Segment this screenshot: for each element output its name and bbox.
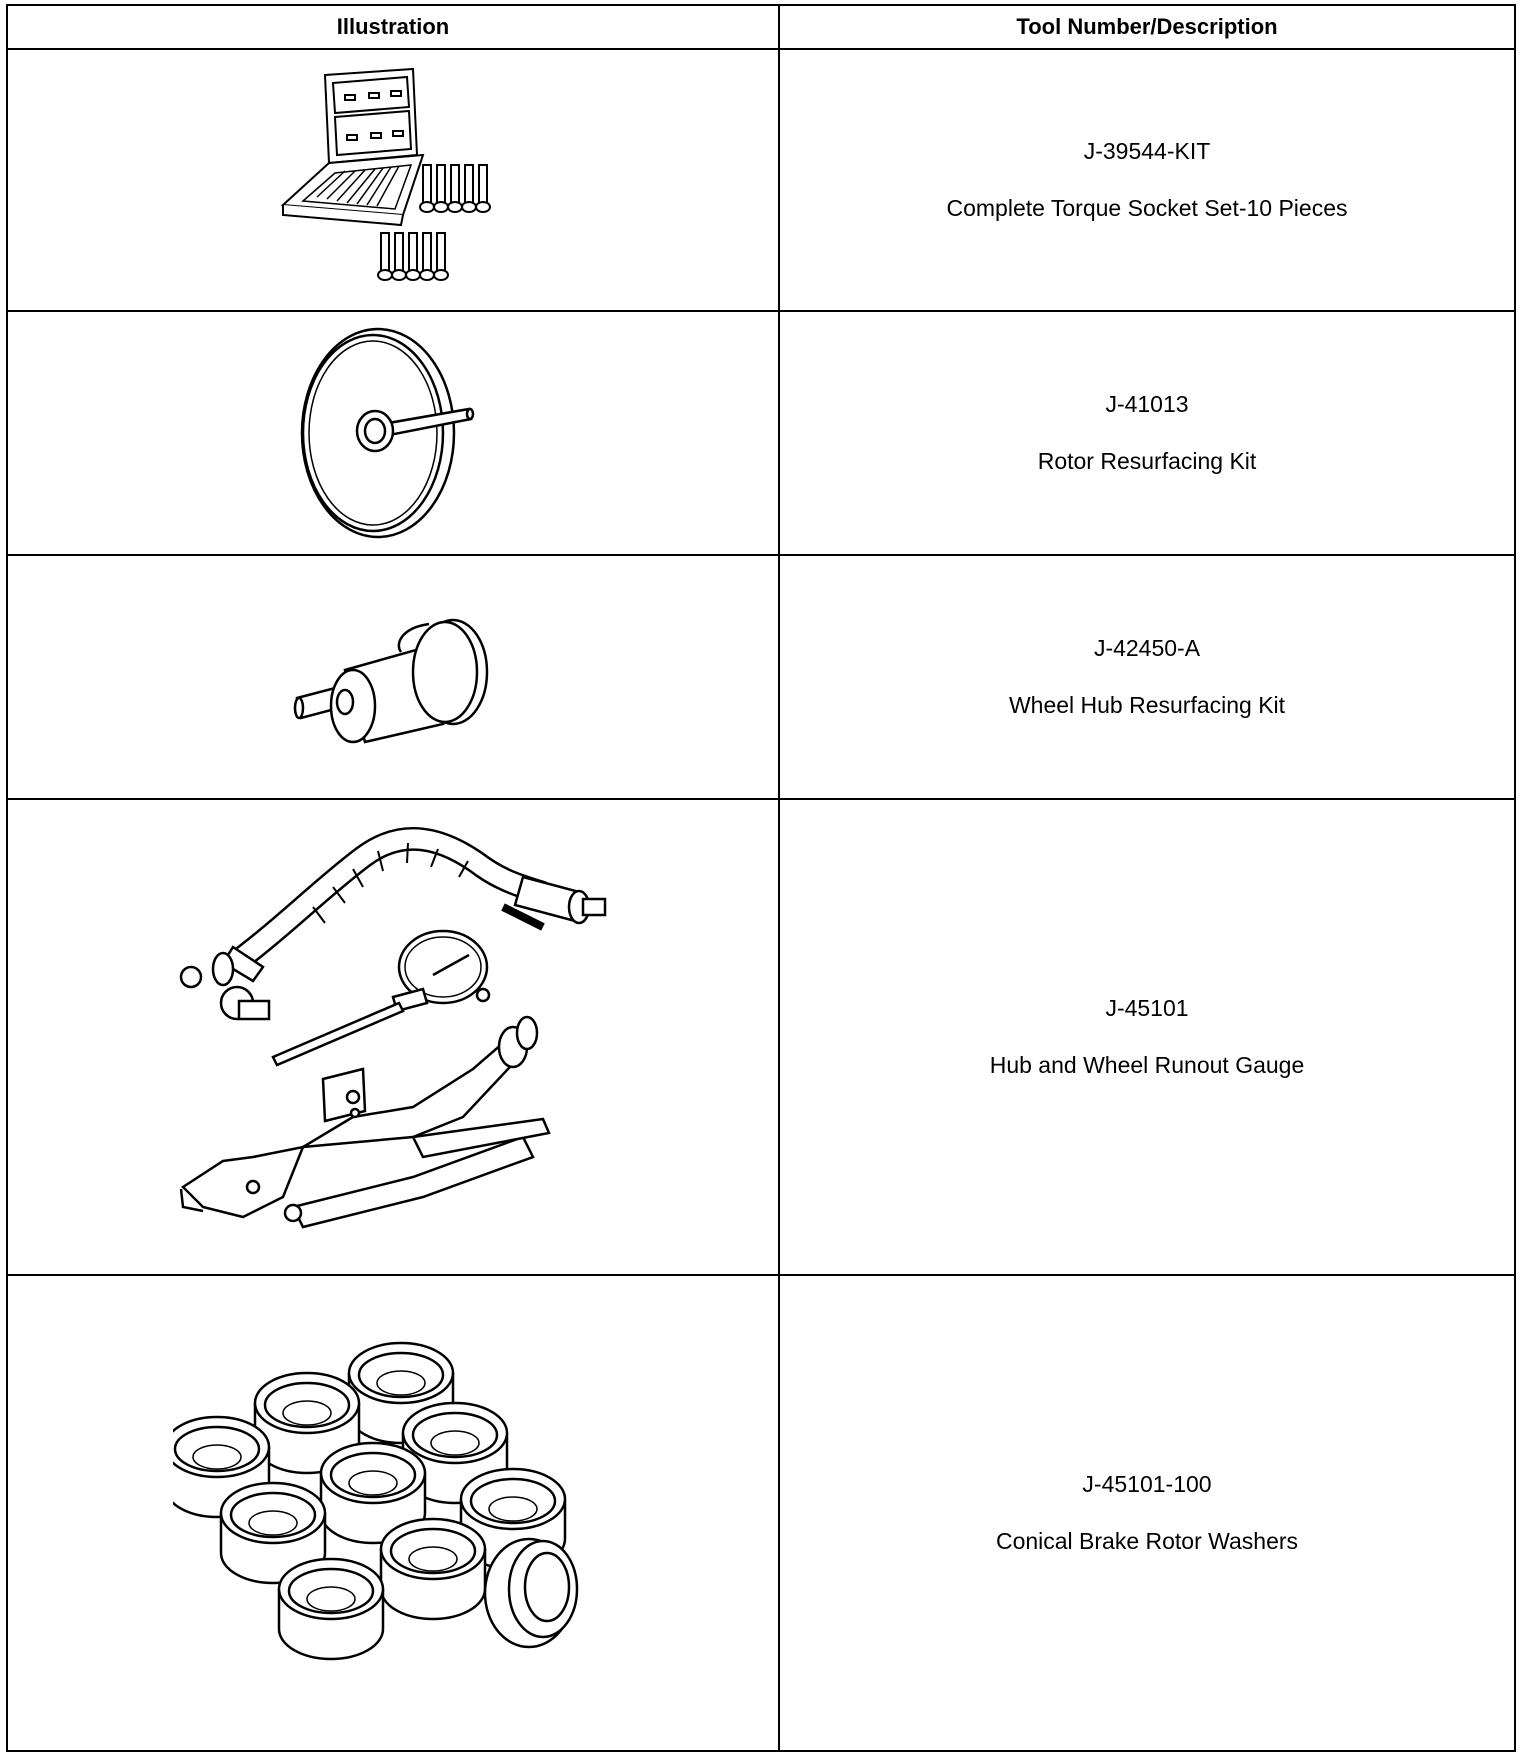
tool-description: Hub and Wheel Runout Gauge [989, 1052, 1305, 1078]
table-row [7, 799, 1515, 1275]
description-cell [779, 49, 1515, 311]
description-cell [779, 311, 1515, 555]
conical-washers-icon [173, 1333, 613, 1693]
tool-number: J-39544-KIT [1083, 138, 1211, 164]
table-row [7, 1275, 1515, 1751]
illustration-cell [7, 49, 779, 311]
illustration-cell [7, 311, 779, 555]
tool-number: J-45101-100 [1082, 1471, 1212, 1497]
header-tool-description: Tool Number/Description [779, 5, 1515, 49]
table-row [7, 311, 1515, 555]
header-illustration: Illustration [7, 5, 779, 49]
illustration-cell [7, 555, 779, 799]
description-cell [779, 799, 1515, 1275]
header-row [7, 5, 1515, 49]
tool-description: Wheel Hub Resurfacing Kit [1008, 692, 1286, 718]
tool-number: J-41013 [1105, 391, 1189, 417]
description-cell [779, 555, 1515, 799]
table-row [7, 49, 1515, 311]
illustration-cell [7, 1275, 779, 1751]
rotor-disc-icon [293, 323, 493, 543]
tool-description: Complete Torque Socket Set-10 Pieces [946, 195, 1348, 221]
tool-number: J-45101 [1105, 995, 1189, 1021]
illustration-cell [7, 799, 779, 1275]
hub-resurfacing-cylinder-icon [283, 592, 503, 762]
tool-description: Rotor Resurfacing Kit [1037, 448, 1257, 474]
tool-table [6, 4, 1516, 1752]
tool-description: Conical Brake Rotor Washers [995, 1528, 1299, 1554]
description-cell [779, 1275, 1515, 1751]
runout-gauge-icon [163, 817, 623, 1257]
torque-socket-set-icon [273, 65, 513, 295]
table-row [7, 555, 1515, 799]
tool-number: J-42450-A [1093, 635, 1201, 661]
